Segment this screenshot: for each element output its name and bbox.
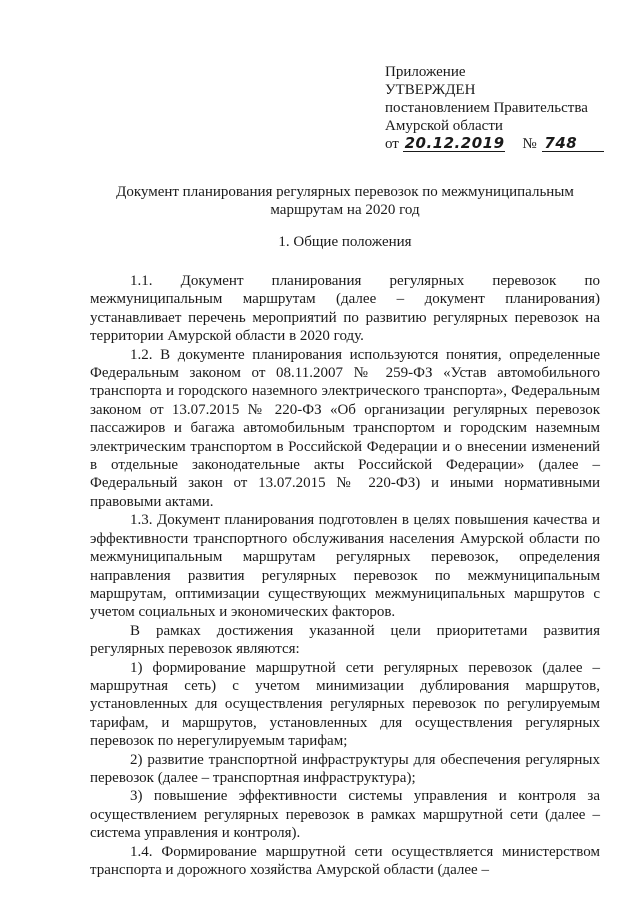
priority-item-2: 2) развитие транспортной инфраструктуры для обеспечения регулярных перевозок (далее – транспортная инфраструктура);: [90, 751, 600, 786]
decree-label: постановлением Правительства: [385, 100, 588, 116]
paragraph-1-3: 1.3. Документ планирования подготовлен в целях повышения качества и эффективности транспортного обслуживания населения Амурской области по межмуниципальным маршрутам регулярных перевозок, определения направления развития регулярных перевозок по межмуниципальным маршрутам, оптимизации существующих межмуниципальных маршрутов с учетом социальных и экономических факторов.: [90, 512, 600, 621]
paragraph-priorities-intro: В рамках достижения указанной цели приоритетами развития регулярных перевозок являются:: [90, 622, 600, 658]
region-label: Амурской области: [385, 118, 503, 134]
paragraph-1-1: 1.1. Документ планирования регулярных перевозок по межмуниципальным маршрутам (далее – документ планирования) устанавливает перечень мероприятий по развитию регулярных перевозок на территории Амурской области в 2020 году.: [90, 273, 600, 345]
handwritten-number: 748: [542, 135, 604, 152]
approved-label: УТВЕРЖДЕН: [385, 82, 476, 98]
document-title: Документ планирования регулярных перевозок по межмуниципальным маршрутам на 2020 год: [116, 184, 574, 218]
approval-stamp-block: [385, 63, 620, 153]
document-body: [90, 272, 600, 879]
date-prefix: от: [385, 136, 399, 152]
paragraph-1-2: 1.2. В документе планирования используются понятия, определенные Федеральным законом от 08.11.2007 № 259-ФЗ «Устав автомобильного транспорта и городского наземного электрического транспорта», Федеральным законом от 13.07.2015 № 220-ФЗ «Об организации регулярных перевозок пассажиров и багажа автомобильным транспортом и городским наземным электрическим транспортом в Российской Федерации и о внесении изменений в отдельные законодательные акты Российской Федерации» (далее – Федеральный закон от 13.07.2015 № 220-ФЗ) и иными нормативными правовыми актами.: [90, 346, 600, 510]
priority-item-1: 1) формирование маршрутной сети регулярных перевозок (далее – маршрутная сеть) с учетом минимизации дублирования маршрутов, установленных для осуществления регулярных перевозок по регулируемым тарифам, и маршрутов, установленных для осуществления регулярных перевозок по нерегулируемым тарифам;: [90, 659, 600, 750]
appendix-label: Приложение: [385, 64, 466, 80]
priority-item-3: 3) повышение эффективности системы управления и контроля за осуществлением регулярных перевозок в рамках маршрутной сети (далее – система управления и контроля).: [90, 788, 600, 842]
section-title: 1. Общие положения: [278, 234, 412, 250]
date-number-line: [385, 135, 620, 153]
number-sign: №: [522, 136, 537, 152]
handwritten-date: 20.12.2019: [404, 134, 505, 152]
paragraph-1-4: 1.4. Формирование маршрутной сети осуществляется министерством транспорта и дорожного хозяйства Амурской области (далее –: [90, 843, 600, 878]
